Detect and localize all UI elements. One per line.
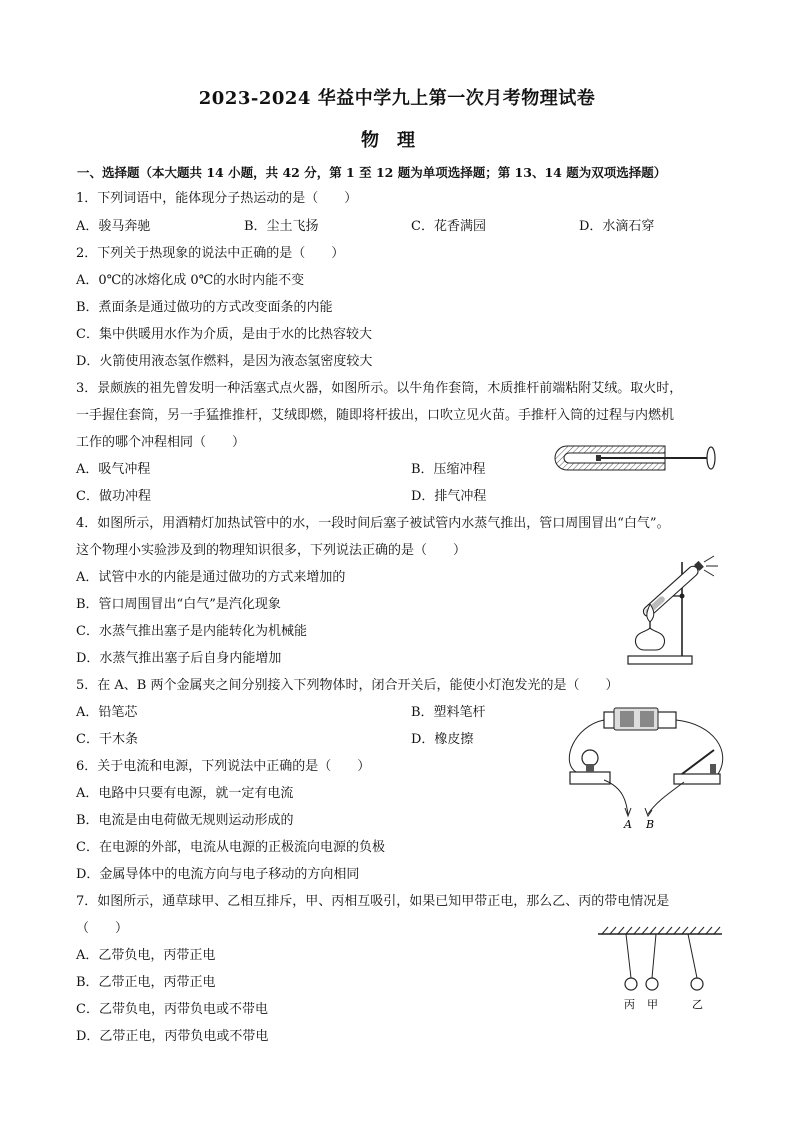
question-6-option-c: C．在电源的外部，电流从电源的正极流向电源的负极 (76, 840, 385, 855)
question-3-stem-line-3: 工作的哪个冲程相同（ ） (76, 435, 246, 450)
question-7-stem-line-2: （ ） (76, 921, 129, 936)
question-4-option-c: C．水蒸气推出塞子是内能转化为机械能 (76, 624, 307, 639)
question-1-option-b: B．尘土飞扬 (244, 219, 319, 234)
question-2-stem: 2．下列关于热现象的说法中正确的是（ ） (76, 246, 345, 261)
question-4-option-a: A．试管中水的内能是通过做功的方式来增加的 (76, 570, 346, 585)
page-title: 2023-2024 华益中学九上第一次月考物理试卷 (198, 88, 596, 109)
question-4-option-b: B．管口周围冒出“白气”是汽化现象 (76, 597, 281, 612)
question-1-option-c: C．花香满园 (411, 219, 486, 234)
question-6-option-d: D．金属导体中的电流方向与电子移动的方向相同 (76, 867, 360, 882)
question-6-option-b: B．电流是由电荷做无规则运动形成的 (76, 813, 294, 828)
question-5-option-a: A．铅笔芯 (76, 705, 138, 720)
question-7-stem-line-1: 7．如图所示，通草球甲、乙相互排斥，甲、丙相互吸引，如果已知甲带正电，那么乙、丙的带电情况是 (76, 894, 670, 909)
question-7-option-b: B．乙带正电，丙带正电 (76, 975, 216, 990)
question-2-option-c: C．集中供暖用水作为介质，是由于水的比热容较大 (76, 327, 372, 342)
question-3-stem-line-1: 3．景颇族的祖先曾发明一种活塞式点火器，如图所示。以牛角作套筒，木质推杆前端粘附艾绒。取火时， (76, 381, 683, 396)
piston-igniter-figure (553, 444, 723, 474)
test-tube-heating-figure (620, 552, 720, 670)
clip-a-label: A (624, 818, 632, 831)
question-3-stem-line-2: 一手握住套筒，另一手猛推推杆，艾绒即燃，随即将杆拔出，口吹立见火苗。手推杆入筒的过程与内燃机 (76, 408, 675, 423)
question-7-option-c: C．乙带负电，丙带负电或不带电 (76, 1002, 268, 1017)
question-6-stem: 6．关于电流和电源，下列说法中正确的是（ ） (76, 759, 371, 774)
question-1-option-d: D．水滴石穿 (579, 219, 655, 234)
question-5-stem: 5．在 A、B 两个金属夹之间分别接入下列物体时，闭合开关后，能使小灯泡发光的是（ ） (76, 678, 619, 693)
circuit-figure (564, 702, 734, 832)
ball-jia-label: 甲 (647, 998, 658, 1011)
ball-yi-label: 乙 (692, 998, 703, 1011)
question-5-option-c: C．干木条 (76, 732, 138, 747)
question-2-option-a: A．0℃的冰熔化成 0℃的水时内能不变 (76, 273, 305, 288)
subject-heading: 物理 (361, 130, 433, 151)
question-2-option-d: D．火箭使用液态氢作燃料，是因为液态氢密度较大 (76, 354, 373, 369)
question-1-option-a: A．骏马奔驰 (76, 219, 151, 234)
hanging-balls-figure (596, 924, 726, 1014)
question-7-option-a: A．乙带负电，丙带正电 (76, 948, 216, 963)
clip-b-label: B (646, 818, 655, 831)
question-4-option-d: D．水蒸气推出塞子后自身内能增加 (76, 651, 282, 666)
question-3-option-d: D．排气冲程 (411, 489, 487, 504)
ball-bing-label: 丙 (624, 998, 635, 1011)
question-5-option-d: D．橡皮擦 (411, 732, 474, 747)
section-heading: 一、选择题（本大题共 14 小题，共 42 分，第 1 至 12 题为单项选择题；第 13、14 题为双项选择题） (77, 165, 667, 180)
question-3-option-b: B．压缩冲程 (411, 462, 486, 477)
question-7-option-d: D．乙带正电，丙带负电或不带电 (76, 1029, 269, 1044)
question-3-option-c: C．做功冲程 (76, 489, 151, 504)
question-5-option-b: B．塑料笔杆 (411, 705, 486, 720)
question-3-option-a: A．吸气冲程 (76, 462, 151, 477)
question-4-stem-line-2: 这个物理小实验涉及到的物理知识很多，下列说法正确的是（ ） (76, 543, 467, 558)
question-1-stem: 1．下列词语中，能体现分子热运动的是（ ） (76, 191, 358, 206)
question-4-stem-line-1: 4．如图所示，用酒精灯加热试管中的水，一段时间后塞子被试管内水蒸气推出，管口周围冒出“白气”。 (76, 516, 670, 531)
question-2-option-b: B．煮面条是通过做功的方式改变面条的内能 (76, 300, 333, 315)
question-6-option-a: A．电路中只要有电源，就一定有电流 (76, 786, 294, 801)
